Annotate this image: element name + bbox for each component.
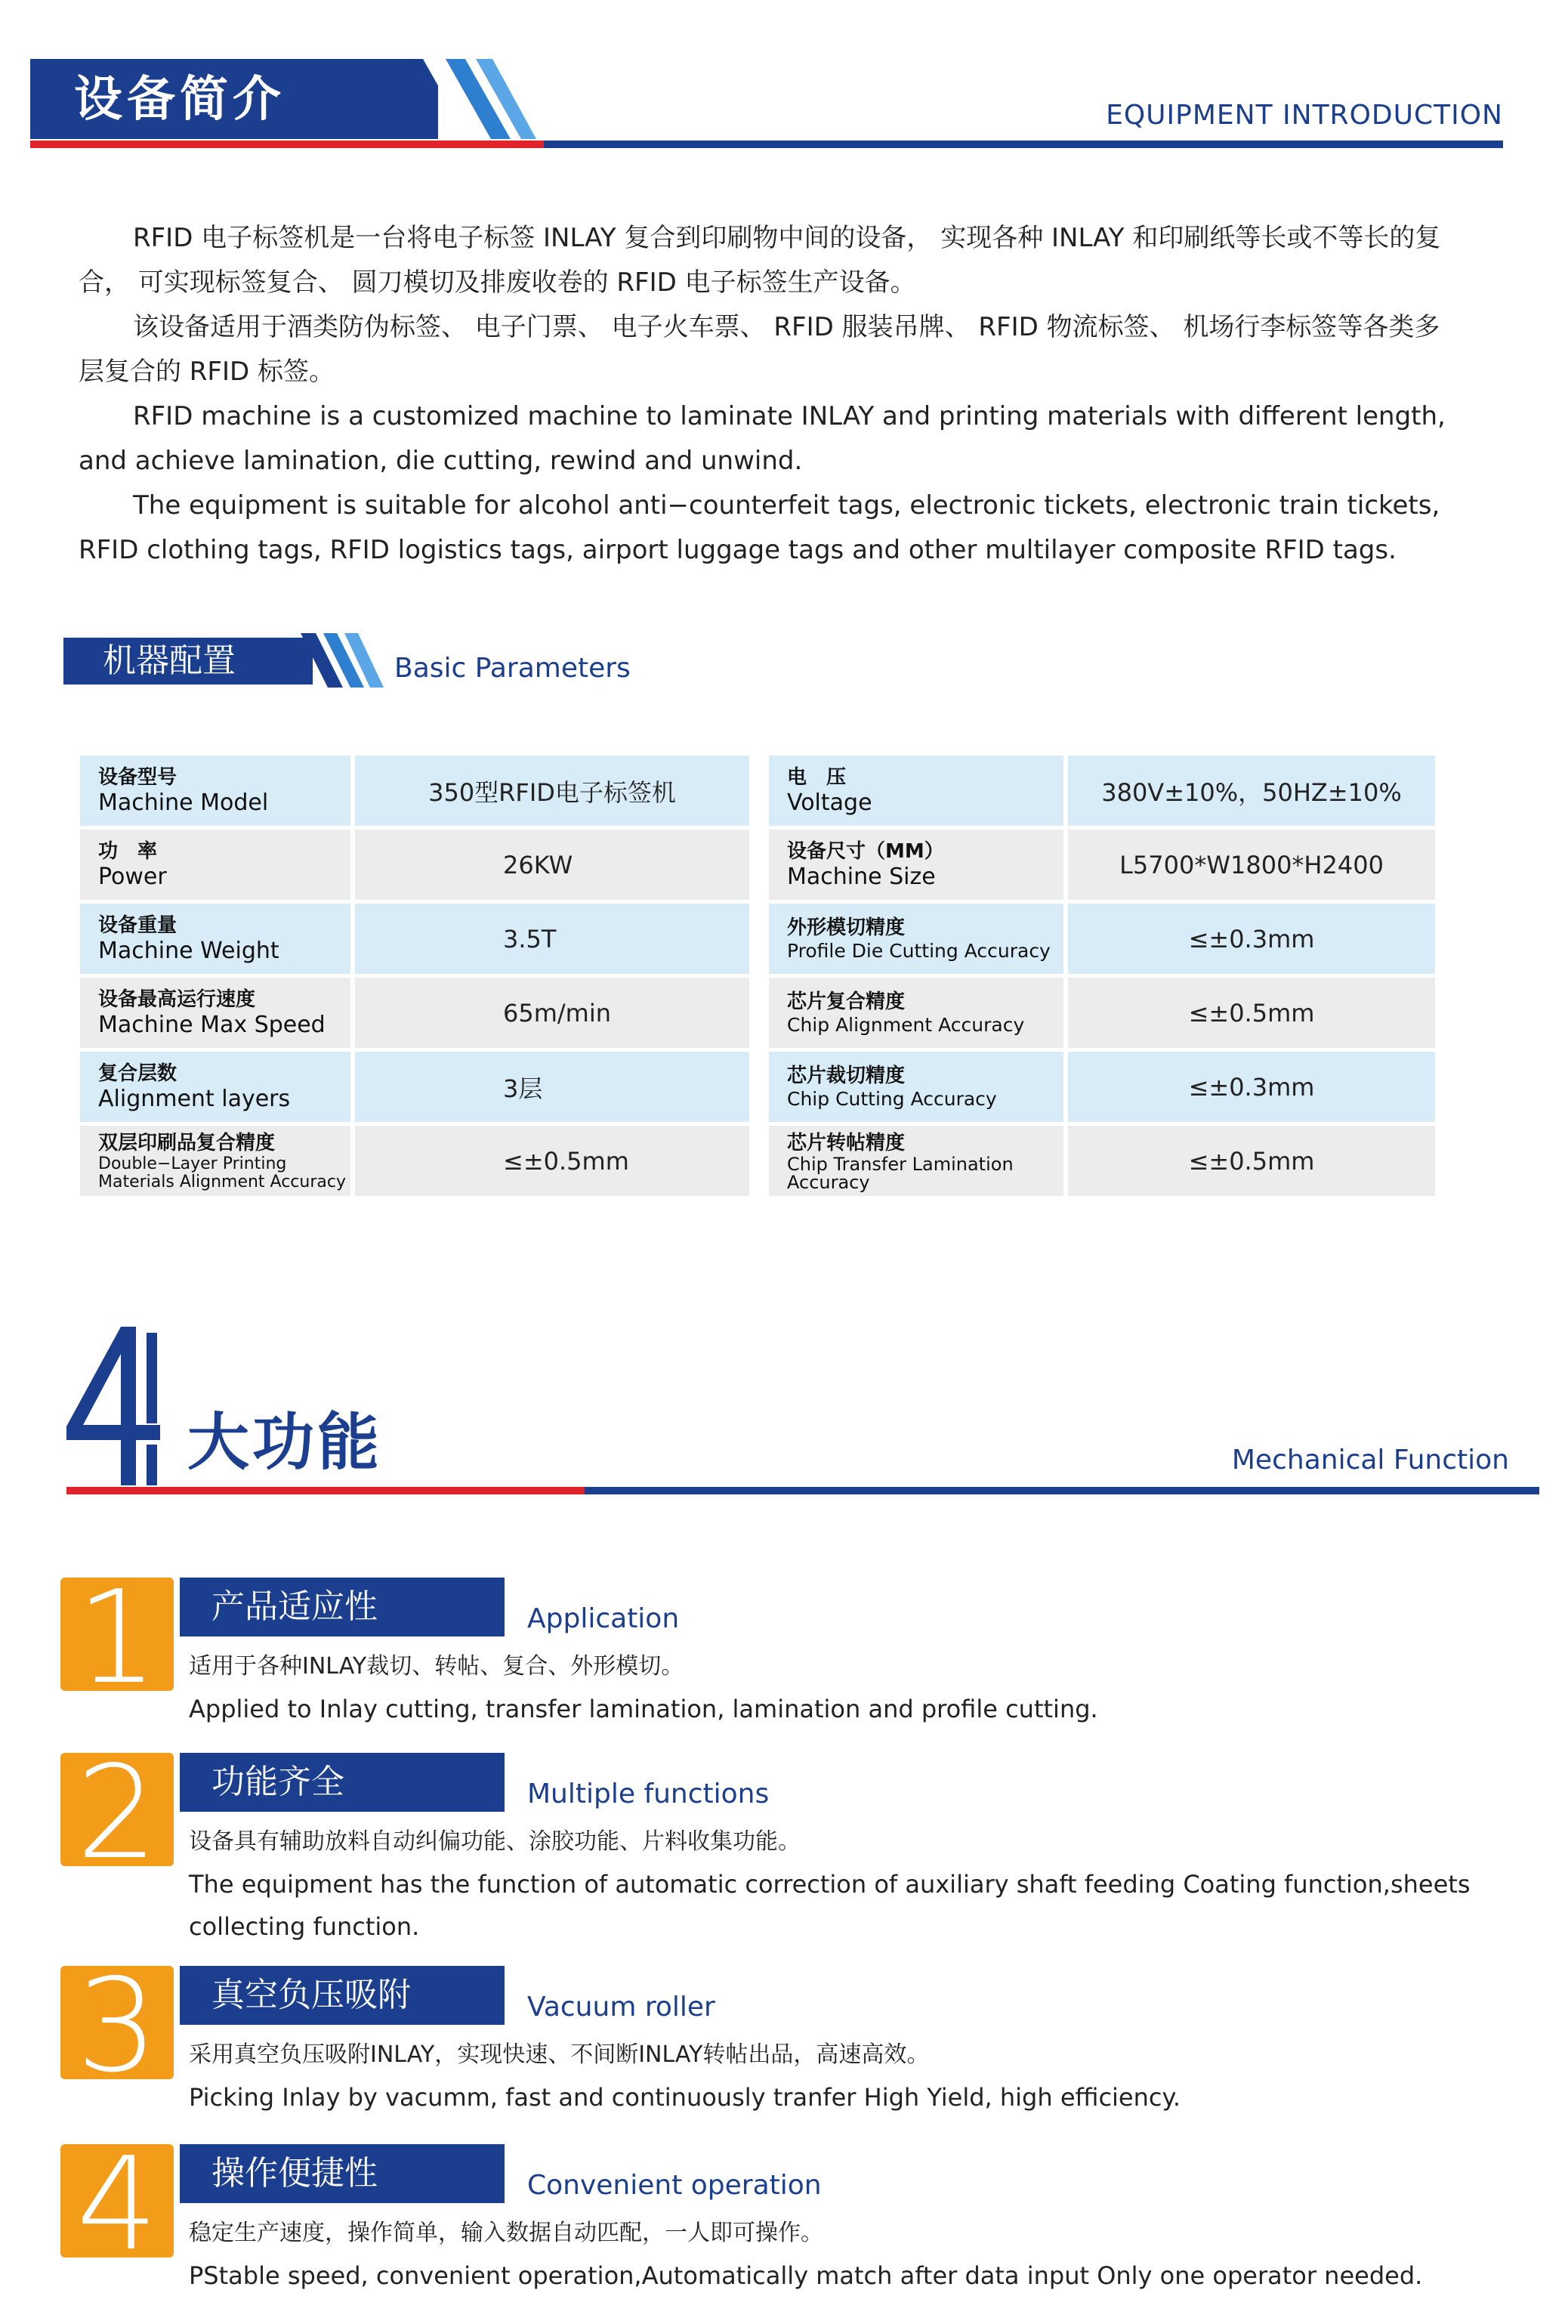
param-value: ≤±0.5mm <box>1068 1126 1435 1196</box>
param-label-cn: 设备尺寸（MM） <box>787 839 944 863</box>
param-label-cn: 电 压 <box>787 765 847 789</box>
param-label-en: Machine Size <box>787 863 936 890</box>
param-label <box>80 1126 350 1196</box>
intro-paragraph: The equipment is suitable for alcohol anti−counterfeit tags, electronic tickets, electronic train tickets, RFID clothing tags, RFID logistics tags, airport luggage tags and other multilayer composite RFID tags. <box>79 490 1440 565</box>
param-label-en: Machine Model <box>98 789 269 816</box>
param-value: L5700*W1800*H2400 <box>1068 830 1435 900</box>
param-value: 380V±10%，50HZ±10% <box>1068 756 1435 826</box>
function-number-badge <box>60 1952 174 2101</box>
param-label <box>769 756 1063 826</box>
param-label <box>769 1052 1063 1122</box>
intro-text <box>79 216 1453 573</box>
param-label-cn: 双层印刷品复合精度 <box>98 1131 276 1154</box>
param-label <box>769 1126 1063 1196</box>
function-number-badge <box>60 1738 174 1888</box>
table-row <box>80 830 1435 900</box>
function-number: 3 <box>76 1952 159 2101</box>
param-label-en: Alignment layers <box>98 1085 291 1112</box>
divider-red <box>66 1487 585 1494</box>
function-title: 真空负压吸附 <box>211 1976 411 2014</box>
param-label-cn: 复合层数 <box>98 1062 177 1085</box>
intro-paragraph: RFID 电子标签机是一台将电子标签 INLAY 复合到印刷物中间的设备， 实现各种 INLAY 和印刷纸等长或不等长的复合， 可实现标签复合、 圆刀模切及排废收卷的 RFID 电子标签生产设备。 <box>79 223 1441 298</box>
table-row <box>80 756 1435 826</box>
param-label-en: Chip Cutting Accuracy <box>787 1087 997 1110</box>
param-value: ≤±0.5mm <box>1068 978 1435 1048</box>
param-label-cn: 功 率 <box>98 839 158 863</box>
function-desc-cn: 适用于各种INLAY裁切、转帖、复合、外形模切。 <box>189 1653 684 1680</box>
section3-title: 大功能 <box>187 1407 383 1479</box>
divider-red <box>30 141 544 148</box>
param-label <box>769 904 1063 974</box>
param-label <box>769 830 1063 900</box>
param-label <box>80 978 350 1048</box>
param-label-cn: 芯片裁切精度 <box>787 1064 906 1087</box>
function-title: 产品适应性 <box>211 1587 378 1626</box>
function-desc-cn: 设备具有辅助放料自动纠偏功能、涂胶功能、片料收集功能。 <box>189 1828 801 1855</box>
function-title-en: Application <box>527 1603 680 1634</box>
table-row <box>80 904 1435 974</box>
function-title-box <box>180 1578 505 1636</box>
function-title-box <box>180 1753 505 1812</box>
function-desc-en: PStable speed, convenient operation,Automatically match after data input Only one operator needed. <box>189 2261 1423 2290</box>
function-title-en: Convenient operation <box>527 2170 822 2201</box>
param-label <box>80 756 350 826</box>
function-number: 2 <box>76 1738 159 1888</box>
section3-subtitle: Mechanical Function <box>1231 1445 1509 1476</box>
function-title-box <box>180 2144 505 2203</box>
param-label-cn: 设备最高运行速度 <box>98 987 256 1011</box>
param-label-en: Power <box>98 863 167 890</box>
param-value: 65m/min <box>355 978 749 1048</box>
param-label-cn: 设备型号 <box>98 765 177 789</box>
stripes-icon <box>301 633 384 688</box>
intro-paragraph: RFID machine is a customized machine to laminate INLAY and printing materials with different length, and achieve lamination, die cutting, rewind and unwind. <box>79 401 1446 476</box>
param-value: ≤±0.3mm <box>1068 1052 1435 1122</box>
param-value: 350型RFID电子标签机 <box>355 756 749 826</box>
function-desc-cn: 稳定生产速度，操作简单，输入数据自动匹配，一人即可操作。 <box>189 2220 823 2246</box>
param-label-en: Chip Alignment Accuracy <box>787 1013 1025 1036</box>
param-label <box>80 830 350 900</box>
function-title-en: Multiple functions <box>527 1779 770 1809</box>
section1-subtitle: EQUIPMENT INTRODUCTION <box>1106 100 1503 131</box>
table-row <box>80 1126 1435 1196</box>
function-number-badge <box>60 2130 174 2279</box>
function-desc-en: Applied to Inlay cutting, transfer lamination, lamination and profile cutting. <box>189 1695 1098 1723</box>
function-item <box>60 1563 1526 1729</box>
divider-blue <box>544 141 1503 148</box>
param-label-en: Machine Max Speed <box>98 1011 326 1038</box>
function-item <box>60 1738 1526 1949</box>
param-label <box>80 1052 350 1122</box>
function-desc-en: Picking Inlay by vacumm, fast and continuously tranfer High Yield, high efficiency. <box>189 2083 1181 2112</box>
param-value: 3层 <box>355 1052 749 1122</box>
big-number-four <box>62 1327 175 1485</box>
stripes-icon <box>393 59 536 139</box>
param-value: 26KW <box>355 830 749 900</box>
function-number-badge <box>60 1563 174 1713</box>
param-label-en: Voltage <box>787 789 872 816</box>
function-title-box <box>180 1966 505 2025</box>
param-label-en: Chip Transfer Lamination Accuracy <box>787 1153 1014 1193</box>
function-item <box>60 1952 1526 2117</box>
param-label-cn: 外形模切精度 <box>787 916 906 939</box>
divider-blue <box>585 1487 1539 1494</box>
function-number: 1 <box>76 1563 159 1713</box>
param-value: ≤±0.5mm <box>355 1126 749 1196</box>
function-title: 操作便捷性 <box>211 2154 378 2193</box>
param-label-cn: 芯片复合精度 <box>787 990 906 1013</box>
function-item <box>60 2130 1526 2295</box>
function-title-en: Vacuum roller <box>527 1992 715 2023</box>
section1-title: 设备简介 <box>74 72 286 128</box>
section2-title: 机器配置 <box>103 641 236 680</box>
function-number: 4 <box>76 2130 159 2279</box>
param-value: ≤±0.3mm <box>1068 904 1435 974</box>
param-label-en: Double−Layer Printing Materials Alignment Accuracy <box>98 1154 346 1191</box>
section2-subtitle: Basic Parameters <box>394 653 631 684</box>
table-row <box>80 1052 1435 1122</box>
param-label-cn: 设备重量 <box>98 913 177 937</box>
table-row <box>80 978 1435 1048</box>
param-label <box>80 904 350 974</box>
param-value: 3.5T <box>355 904 749 974</box>
param-label <box>769 978 1063 1048</box>
param-label-cn: 芯片转帖精度 <box>787 1131 906 1154</box>
function-desc-en: The equipment has the function of automatic correction of auxiliary shaft feeding Coating function,sheets collecting function. <box>189 1870 1471 1941</box>
intro-paragraph: 该设备适用于酒类防伪标签、 电子门票、 电子火车票、 RFID 服装吊牌、 RFID 物流标签、 机场行李标签等各类多层复合的 RFID 标签。 <box>79 312 1440 387</box>
param-label-en: Machine Weight <box>98 937 279 964</box>
function-title: 功能齐全 <box>211 1763 344 1801</box>
function-desc-cn: 采用真空负压吸附INLAY，实现快速、不间断INLAY转帖出品，高速高效。 <box>189 2041 930 2068</box>
param-label-en: Profile Die Cutting Accuracy <box>787 939 1051 962</box>
